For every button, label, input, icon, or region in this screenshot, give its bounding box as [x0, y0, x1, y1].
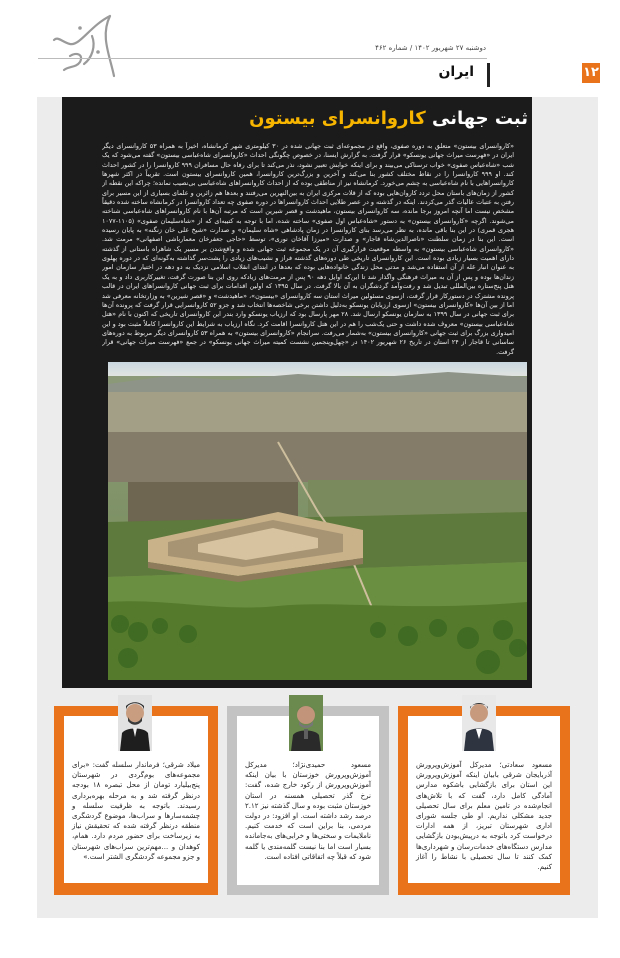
article-body: «کاروانسرای بیستون» متعلق به دوره صفوی، واقع در مجموعه‌ای ثبت جهانی شده در ۳۰ کیلومتری شهر کرمانشاه، اخیراً به همراه ۵۳ کاروانسرای دیگر ایران در «فهرست میراث جهانی یونسکو» قرار گرفت. به گزارش ایسنا، در خصوص چگونگی احداث «کاروانسرای شاه‌عباسی بیستون» گفته می‌شود که یک شب «شاه‌عباس صفوی» خواب ترسناکی می‌بیند و برای اینکه خوابش تعبیر نشود، نذر می‌کند تا برای رفاه حال مسافران ۹۹۹ کاروانسرا را در کشور احداث کند. او ۹۹۹ کاروانسرا را در نقاط مختلف کشور بنا می‌کند و آخرین و بزرگ‌ترین کاروانسرا، همین کاروانسرای بیستون است. تقریباً در اکثر شهرها کاروانسراهایی با نام شاه‌عباسی به چشم می‌خورد. کرمانشاه نیز از مناطقی بوده که از احداث کاروانسراهای شاه‌عباسی بی‌نصیب نمانده؛ چراکه این نقطه از کشور از زمان‌های باستان محل تردد کاروان‌هایی بوده که از قلات مرکزی ایران به بین‌النهرین می‌رفتند و بعدها هم زائرین و علمای بسیاری از این مسیر برای رفتن به عتبات عالیات گذر می‌کردند. اینکه در گذشته و در عصر طلایی احداث کاروانسراها در دوره صفوی چه تعداد کاروانسرا در کرمانشاه ساخته شده دقیقاً مشخص نیست اما آنچه امروز برجا مانده، سه کاروانسرای بیستون، ماهیدشت و قصر شیرین است که مرتبه آن‌ها با نام کاروانسراهای شاه‌عباسی شناخته می‌شوند. اگرچه «کاروانسرای بیستون» به دستور «شاه‌عباس اول صفوی» ساخته شده، اما با توجه به کتیبه‌ای که از «شاه‌سلیمان صفوی» (۱۱۰۵-۱۰۷۷ هجری قمری) در این بنا باقی مانده، به نظر می‌رسد بنای کاروانسرا در زمان پادشاهی «شاه سلیمان» و صدارت «شیخ علی خان زنگنه» به پایان رسیده است. این بنا در زمان سلطنت «ناصرالدین‌شاه قاجار» و صدارت «میرزا آقاخان نوری»، توسط «حاجی جعفرخان معمارباشی اصفهانی» مرمت شد. «کاروانسرای شاه‌عباسی بیستون» به واسطه موقعیت قرارگیری آن در یک مجموعه ثبت جهانی شده و واقع‌شدن بر مسیر یک شاهراه باستانی از گذشته دارای اهمیت بسیار زیادی بوده است. این کاروانسرای تاریخی طی دوره‌های گذشته فراز و نشیب‌های زیادی را پشت‌سر گذاشته به‌گونه‌ای که در دوره پهلوی به عنوان انبار غله از آن استفاده می‌شد و مدتی محل زندگی خانواده‌هایی بوده که بعدها در ابتدای انقلاب اسلامی نزدیک به دو دهه در اختیار سازمان امور زندان‌ها بوده و پس از آن به میراث فرهنگی واگذار شد تا این‌که اوایل دهه ۹۰ پس از مرمت‌های زیادکه روی این بنا صورت گرفت، تغییرکاربری داد و به یک هتل پنج‌ستاره بین‌المللی تبدیل شد و رفت‌وآمد گردشگران به آن بالا گرفت. در سال ۱۳۹۵ که اولین اقدامات برای ثبت جهانی کاروانسراهای ایران در قالب پرونده مشترک در دستورکار قرار گرفت، ازسوی مسئولین میراث استان سه کاروانسرای «بیستون»، «ماهیدشت» و «قصر شیرین» به وزارتخانه معرفی شد اما از بین آن‌ها «کاروانسرای بیستون» ازسوی ارزیابان یونسکو به‌دلیل داشتن برخی شاخصه‌ها انتخاب شد و جزو ۵۲ کاروانسرایی قرار گرفت که پرونده آن‌ها برای ثبت جهانی در سال ۱۳۹۹ به سازمان یونسکو ارسال شد. ۲۸ مهر پارسال بود که ارزیاب یونسکو وارد بندر این کاروانسرای تاریخی که اکنون با نام «هتل شاه‌عباسی بیستون» معروف شده داشت و حتی یک‌شب را هم در این هتل کاروانسرا اقامت کرد. نگاه ارزیاب به شرایط این کاروانسرا کاملاً مثبت بود و این امیدواری بزرگ برای ثبت جهانی «کاروانسرای بیستون» به‌شمار می‌رفت. سرانجام «کاروانسرای بیستون» به همراه ۵۳ کاروانسرای دیگر مربوط به دوره‌های ساسانی تا قاجار از ۲۴ استان در تاریخ ۲۶ شهریور ۱۴۰۲ در «چهل‌وپنجمین نشست کمیته میراث جهانی یونسکو» در جمع «فهرست میراث جهانی» قرار گرفت.: [102, 142, 514, 356]
quote-text-saadati: مسعود سعادتی؛ مدیرکل آموزش‌وپرورش آذربایجان شرقی بابیان اینکه آموزش‌وپرورش این استان برای بازگشایی باشکوه مدارس آمادگی کامل دارد، گفت که با تلاش‌های انجام‌شده در تامین معلم برای سال تحصیلی جدید مشکلی نداریم. او طی جلسه شورای اداری شهرستان تبریز، از همه ادارات درخواست کرد باتوجه به درپیش‌بودن بازگشایی مدارس دستگاه‌های خدمات‌رسان و شهرداری‌ها کمک کنند تا سال تحصیلی با نشاط را آغاز کنیم.: [416, 761, 552, 872]
portrait-sharghi: [118, 695, 152, 751]
headline-part-1: ثبت جهانی: [431, 108, 528, 129]
portrait-saadati: [462, 695, 496, 751]
section-divider: [487, 63, 490, 87]
caravanserai-photo: [108, 362, 527, 680]
quote-text-hamidinejad: مسعود حمیدی‌نژاد؛ مدیرکل آموزش‌وپرورش خوزستان با بیان اینکه آموزش‌وپرورش از رکود خارج شده، گفت: نرخ گذر تحصیلی همسنه در استان خوزستان مثبت بوده و سال گذشته نیز ۲.۱۲ درصد رشد داشته است. او افزود: در دولت مردمی، بنا براین است که خدمت کنیم. ناملایمات و سختی‌ها و خرابی‌های به‌جامانده بسیار است اما بنا نیست گلمه‌مندی یا گلمه شود که قبلاً چه اتفاقاتی افتاده است.: [245, 761, 371, 861]
issue-date-line: دوشنبه ۲۷ شهریور ۱۴۰۲ / شماره ۴۶۲: [375, 44, 486, 52]
article-headline: [168, 108, 528, 134]
portrait-hamidinejad: [289, 695, 323, 751]
quote-text-sharghi: میلاد شرقی؛ فرماندار سلسله گفت: «برای مجموعه‌های بوم‌گردی در شهرستان پنج‌بیلیارد تومان از محل تبصره ۱۸ بودجه درنظر گرفته شد و به مرحله بهره‌برداری رسیدند. باتوجه به ظرفیت سلسله و چشمه‌سارها و سراب‌ها، موضوع گردشگری منطقه درنظر گرفته شده که تحقیقش نیاز به زیرساخت برای حضور مردم دارد. همام، کوهدان و ...مهم‌ترین سراب‌های شهرستان و جزو مجموعه گردشگری الشتر است.»: [72, 761, 200, 861]
section-label: ایران: [438, 64, 474, 80]
newspaper-logo: [40, 6, 122, 80]
page-number-badge: ۱۲: [582, 63, 600, 83]
header-divider: [38, 58, 487, 59]
headline-part-2: کاروانسرای بیستون: [249, 108, 426, 129]
